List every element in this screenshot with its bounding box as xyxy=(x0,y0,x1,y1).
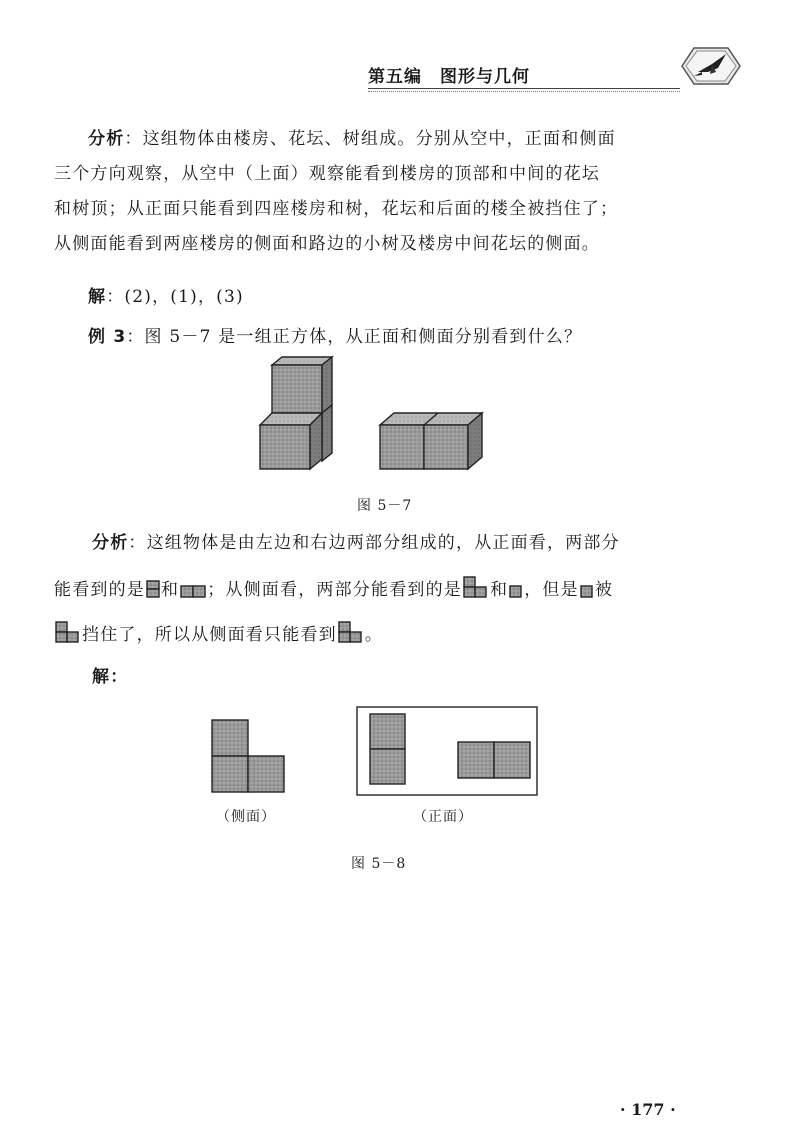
analysis-label: 分析 xyxy=(88,129,125,149)
cube-top xyxy=(272,357,332,413)
analysis-1-line-1: 分析：这组物体由楼房、花坛、树组成。分别从空中，正面和侧面 xyxy=(88,129,616,149)
analysis-2-line-1: 分析：这组物体是由左边和右边两部分组成的，从正面看，两部分 xyxy=(92,533,620,553)
bird-emblem-icon xyxy=(672,42,744,90)
vertical-domino-icon xyxy=(146,580,160,598)
figure-5-7-caption: 图 5－7 xyxy=(357,498,413,514)
analysis-1-line-3: 和树顶；从正面只能看到四座楼房和树，花坛和后面的楼全被挡住了； xyxy=(54,199,619,219)
chapter-title: 第五编 图形与几何 xyxy=(368,67,530,87)
l-shape-icon xyxy=(338,621,364,643)
answer-2-label: 解： xyxy=(92,667,129,687)
front-view-horizontal-pair xyxy=(458,742,530,778)
cube-front xyxy=(260,413,322,469)
side-view-shape xyxy=(212,720,284,792)
front-view-label: （正面） xyxy=(413,809,473,825)
figure-5-8-caption: 图 5－8 xyxy=(351,856,407,872)
front-view-vertical-pair xyxy=(370,714,405,784)
figure-5-8 xyxy=(205,700,545,805)
answer-label: 解 xyxy=(88,287,107,307)
single-square-icon xyxy=(509,584,523,598)
cube-back-right xyxy=(322,405,332,461)
analysis-2-line-3: 挡住了，所以从侧面看只能看到 。 xyxy=(54,618,383,653)
horizontal-domino-icon xyxy=(180,584,206,598)
analysis-label: 分析 xyxy=(92,533,129,553)
single-square-icon xyxy=(580,584,594,598)
figure-5-7-cubes xyxy=(250,355,500,475)
page-number: · 177 · xyxy=(620,1100,676,1119)
header-rule xyxy=(368,88,680,89)
cube-pair xyxy=(380,413,482,469)
example-3: 例 3：图 5－7 是一组正方体，从正面和侧面分别看到什么？ xyxy=(88,327,583,347)
analysis-2-line-2: 能看到的是 和 ；从侧面看，两部分能看到的是 和 ，但是 被 xyxy=(54,573,613,608)
answer-1: 解：(2)，(1)，(3) xyxy=(88,287,244,307)
l-shape-icon xyxy=(55,621,81,643)
example-label: 例 3 xyxy=(88,327,127,347)
side-view-label: （侧面） xyxy=(216,809,276,825)
analysis-1-line-2: 三个方向观察，从空中（上面）观察能看到楼房的顶部和中间的花坛 xyxy=(54,164,600,184)
l-shape-icon xyxy=(463,576,489,598)
header-rule-dotted xyxy=(368,91,680,92)
analysis-1-line-4: 从侧面能看到两座楼房的侧面和路边的小树及楼房中间花坛的侧面。 xyxy=(54,234,600,254)
